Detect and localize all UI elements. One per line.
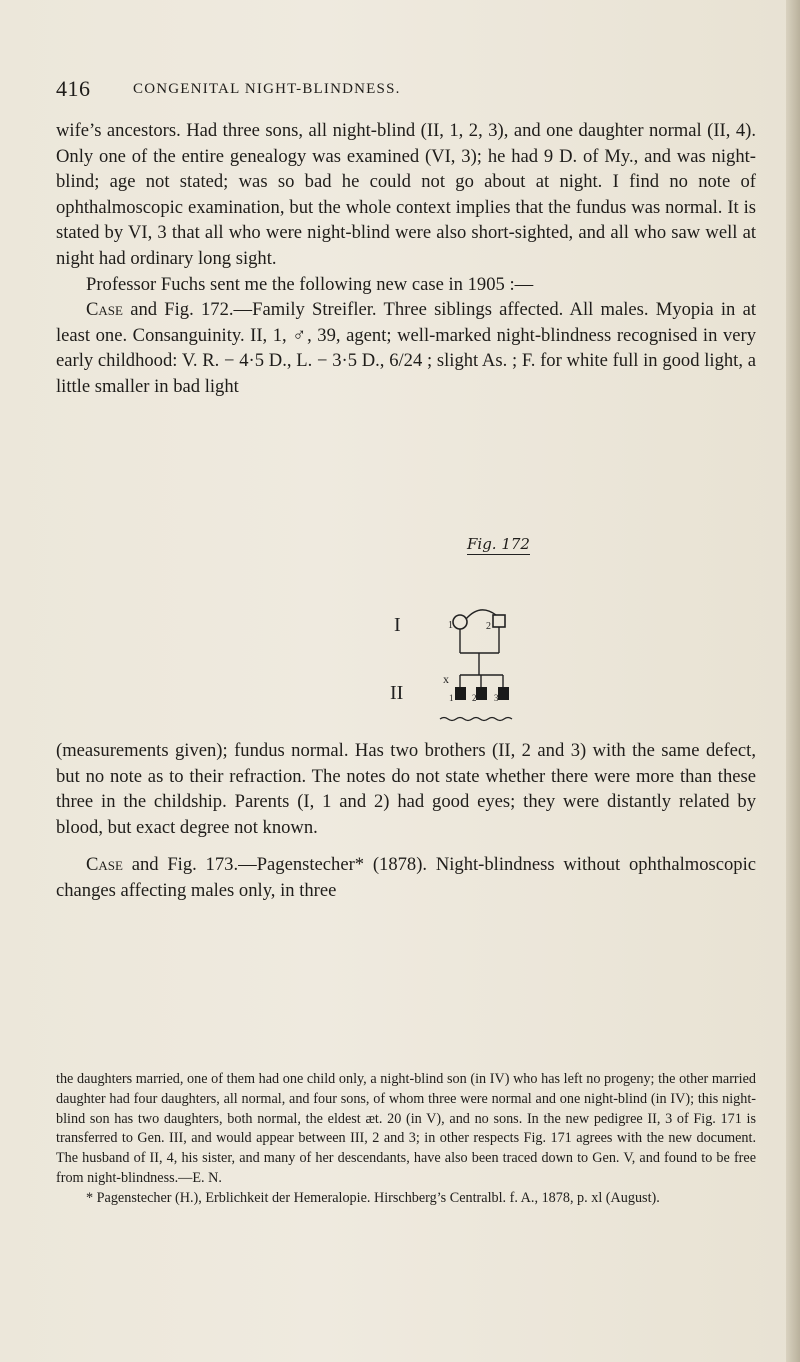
individual-number-I-2: 2 — [486, 621, 491, 632]
running-head: CONGENITAL NIGHT-BLINDNESS. — [133, 81, 401, 97]
individual-II-1-affected-male — [455, 687, 466, 700]
page-header — [56, 76, 746, 104]
individual-number-I-1: 1 — [448, 620, 453, 631]
figure-caption: Fig. 172 — [467, 535, 530, 553]
individual-II-2-affected-male — [476, 687, 487, 700]
body-text-middle — [56, 738, 756, 904]
pedigree-chart — [390, 535, 620, 730]
small-print-block — [56, 1070, 756, 1209]
case-173-text: and Fig. 173.—Pagenstecher* (1878). Night-blindness without ophthalmoscopic changes affecting males only, in three — [56, 854, 756, 901]
consanguinity-arc — [466, 610, 496, 619]
propositus-mark: x — [443, 672, 449, 686]
paragraph-case-173 — [56, 852, 756, 903]
paragraph-daughters: the daughters married, one of them had one child only, a night-blind son (in IV) who has left no progeny; the other married daughter had four daughters, all normal, and four sons, of whom three were normal and one night-blind (in IV); this night-blind son has two daughters, both normal, the eldest æt. 20 (in V), and no sons. In the new pedigree II, 3 of Fig. 171 is transferred to Gen. III, and would appear between III, 2 and 3; in other respects Fig. 171 agrees with the new document. The husband of II, 4, his sister, and many of her descendants, have also been traced down to Gen. V, and found to be free from night-blindness.—E. N. — [56, 1071, 756, 1186]
individual-number-II-3: 3 — [494, 693, 499, 703]
paragraph-case-172 — [56, 297, 756, 399]
case-label: Case — [86, 299, 123, 321]
page-edge-shadow — [786, 0, 800, 1362]
generation-label-II: II — [390, 682, 404, 704]
case-label: Case — [86, 854, 123, 876]
generation-label-I: I — [394, 614, 401, 636]
paragraph-measurements: (measurements given); fundus normal. Has two brothers (II, 2 and 3) with the same defect, but no note as to their refraction. The notes do not state whether there were more than these three in the childship. Parents (I, 1 and 2) had good eyes; they were distantly related by blood, but exact degree not known. — [56, 740, 756, 838]
individual-I-2-male — [493, 615, 505, 627]
body-text-top — [56, 118, 756, 400]
page-number: 416 — [56, 76, 91, 101]
case-172-text: and Fig. 172.—Family Streifler. Three siblings affected. All males. Myopia in at least one. Consanguinity. II, 1, ♂, 39, agent; well-marked night-blindness recognised in very early childhood: V. R. − 4·5 D., L. − 3·5 D., 6/24 ; slight As. ; F. for white full in good light, a little smaller in bad light — [56, 299, 756, 397]
individual-number-II-1: 1 — [449, 693, 454, 703]
paragraph-fuchs: Professor Fuchs sent me the following new case in 1905 :— — [86, 273, 534, 295]
individual-II-3-affected-male — [498, 687, 509, 700]
footnote: * Pagenstecher (H.), Erblichkeit der Hemeralopie. Hirschberg’s Centralbl. f. A., 1878, p. xl (August). — [86, 1189, 660, 1206]
individual-number-II-2: 2 — [472, 693, 477, 703]
paragraph-ancestors: wife’s ancestors. Had three sons, all night-blind (II, 1, 2, 3), and one daughter normal (II, 4). Only one of the entire genealogy was examined (VI, 3); he had 9 D. of My., and was night-blind; age not stated; was so bad he could not go about at night. I find no note of ophthalmoscopic examination, but the whole context implies that the fundus was normal. It is stated by VI, 3 that all who were night-blind were also short-sighted, and all who saw well at night had ordinary long sight. — [56, 120, 756, 269]
individual-I-1-female — [453, 615, 467, 629]
pedigree-figure-172 — [390, 535, 620, 730]
wavy-underline — [440, 718, 512, 721]
